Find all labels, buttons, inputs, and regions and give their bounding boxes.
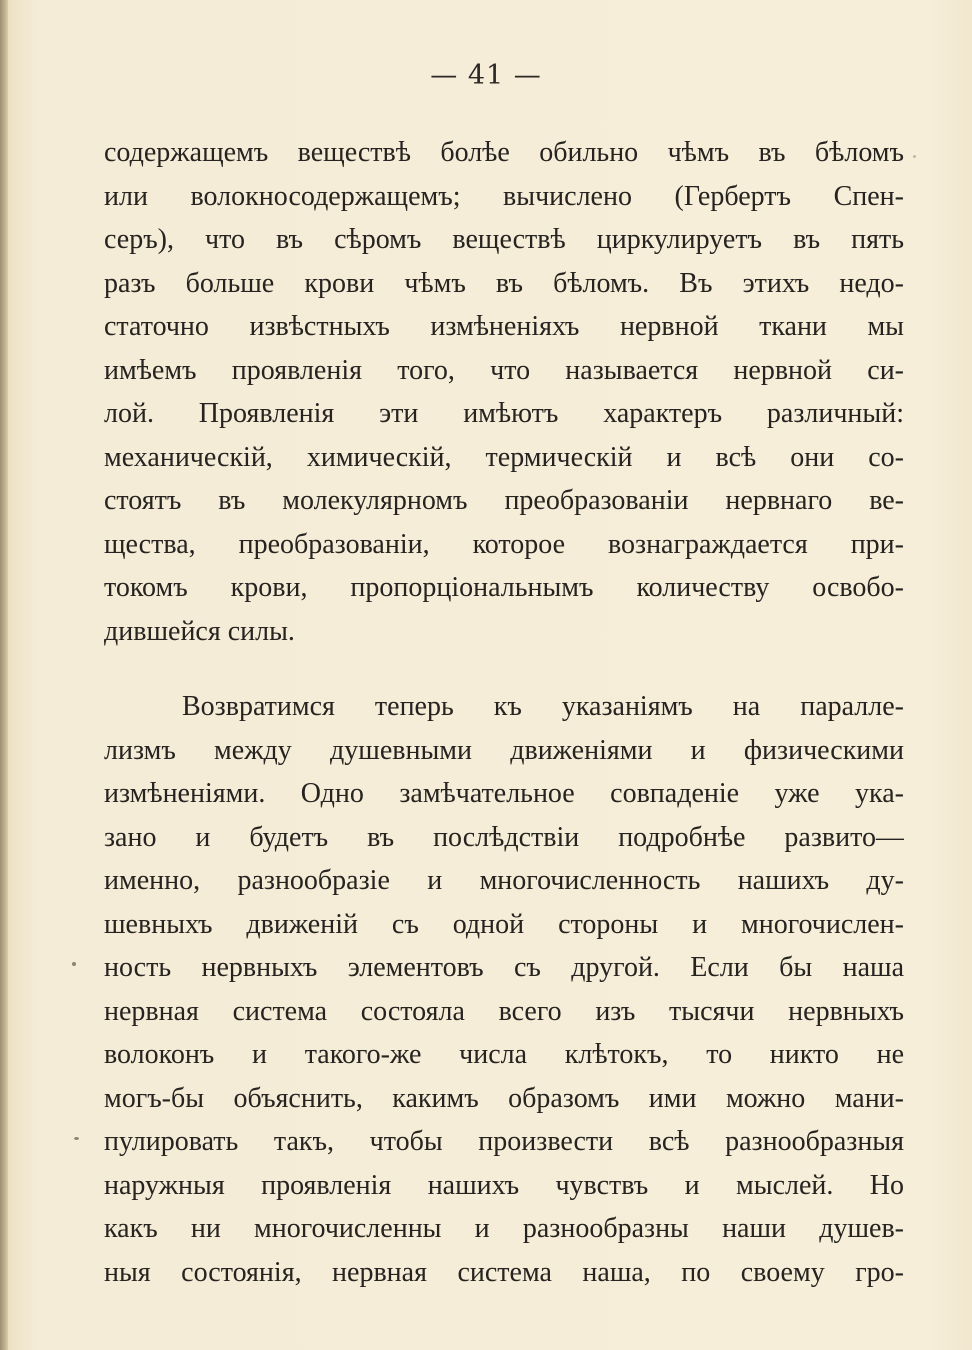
text-line: щества, преобразованіи, которое вознаграждается при- [104,528,904,560]
text-line: измѣненіями. Одно замѣчательное совпаденіе уже ука- [104,778,904,809]
page-binding-edge [0,0,8,1350]
text-line: наружныя проявленія нашихъ чувствъ и мыслей. Но [104,1169,904,1201]
paragraph-spacing [104,653,904,685]
paragraph-1 [104,131,904,653]
paper-speck [913,155,916,158]
text-line: содержащемъ веществѣ болѣе обильно чѣмъ въ бѣломъ [104,137,904,168]
text-line: лизмъ между душевными движеніями и физическими [104,734,904,766]
paper-speck [74,1137,79,1140]
text-line: волоконъ и такого-же числа клѣтокъ, то никто не [104,1039,904,1070]
text-line: могъ-бы объяснить, какимъ образомъ ими можно мани- [104,1082,904,1114]
text-line: или волокносодержащемъ; вычислено (Гербертъ Спен- [104,180,904,212]
text-line-indented: Возвратимся теперь къ указаніямъ на паралле- [182,691,904,722]
text-line: зано и будетъ въ послѣдствіи подробнѣе развито— [104,821,904,853]
body-text [104,131,904,1294]
text-line: стоятъ въ молекулярномъ преобразованіи нервнаго ве- [104,485,904,516]
text-line: статочно извѣстныхъ измѣненіяхъ нервной ткани мы [104,311,904,342]
text-line: ность нервныхъ элементовъ съ другой. Если бы наша [104,952,904,983]
text-line: серъ), что въ сѣромъ веществѣ циркулируетъ въ пять [104,224,904,255]
text-line: нервная система состояла всего изъ тысячи нервныхъ [104,995,904,1027]
text-line: имѣемъ проявленія того, что называется нервной си- [104,354,904,386]
text-line: именно, разнообразіе и многочисленность нашихъ ду- [104,865,904,896]
paper-speck [72,962,76,966]
text-line: пулировать такъ, чтобы произвести всѣ разнообразныя [104,1126,904,1157]
text-line: разъ больше крови чѣмъ въ бѣломъ. Въ этихъ недо- [104,267,904,299]
text-line: токомъ крови, пропорціональнымъ количеству освобо- [104,572,904,603]
text-line: лой. Проявленія эти имѣютъ характеръ различный: [104,398,904,429]
text-line: ныя состоянія, нервная система наша, по своему гро- [104,1256,904,1288]
paragraph-2 [104,685,904,1294]
text-line-last: дившейся силы. [104,615,295,647]
page-number: — 41 — [430,60,542,91]
text-line: шевныхъ движеній съ одной стороны и многочислен- [104,908,904,940]
text-line: механическій, химическій, термическій и всѣ они со- [104,441,904,473]
text-line: какъ ни многочисленны и разнообразны наши душев- [104,1213,904,1244]
